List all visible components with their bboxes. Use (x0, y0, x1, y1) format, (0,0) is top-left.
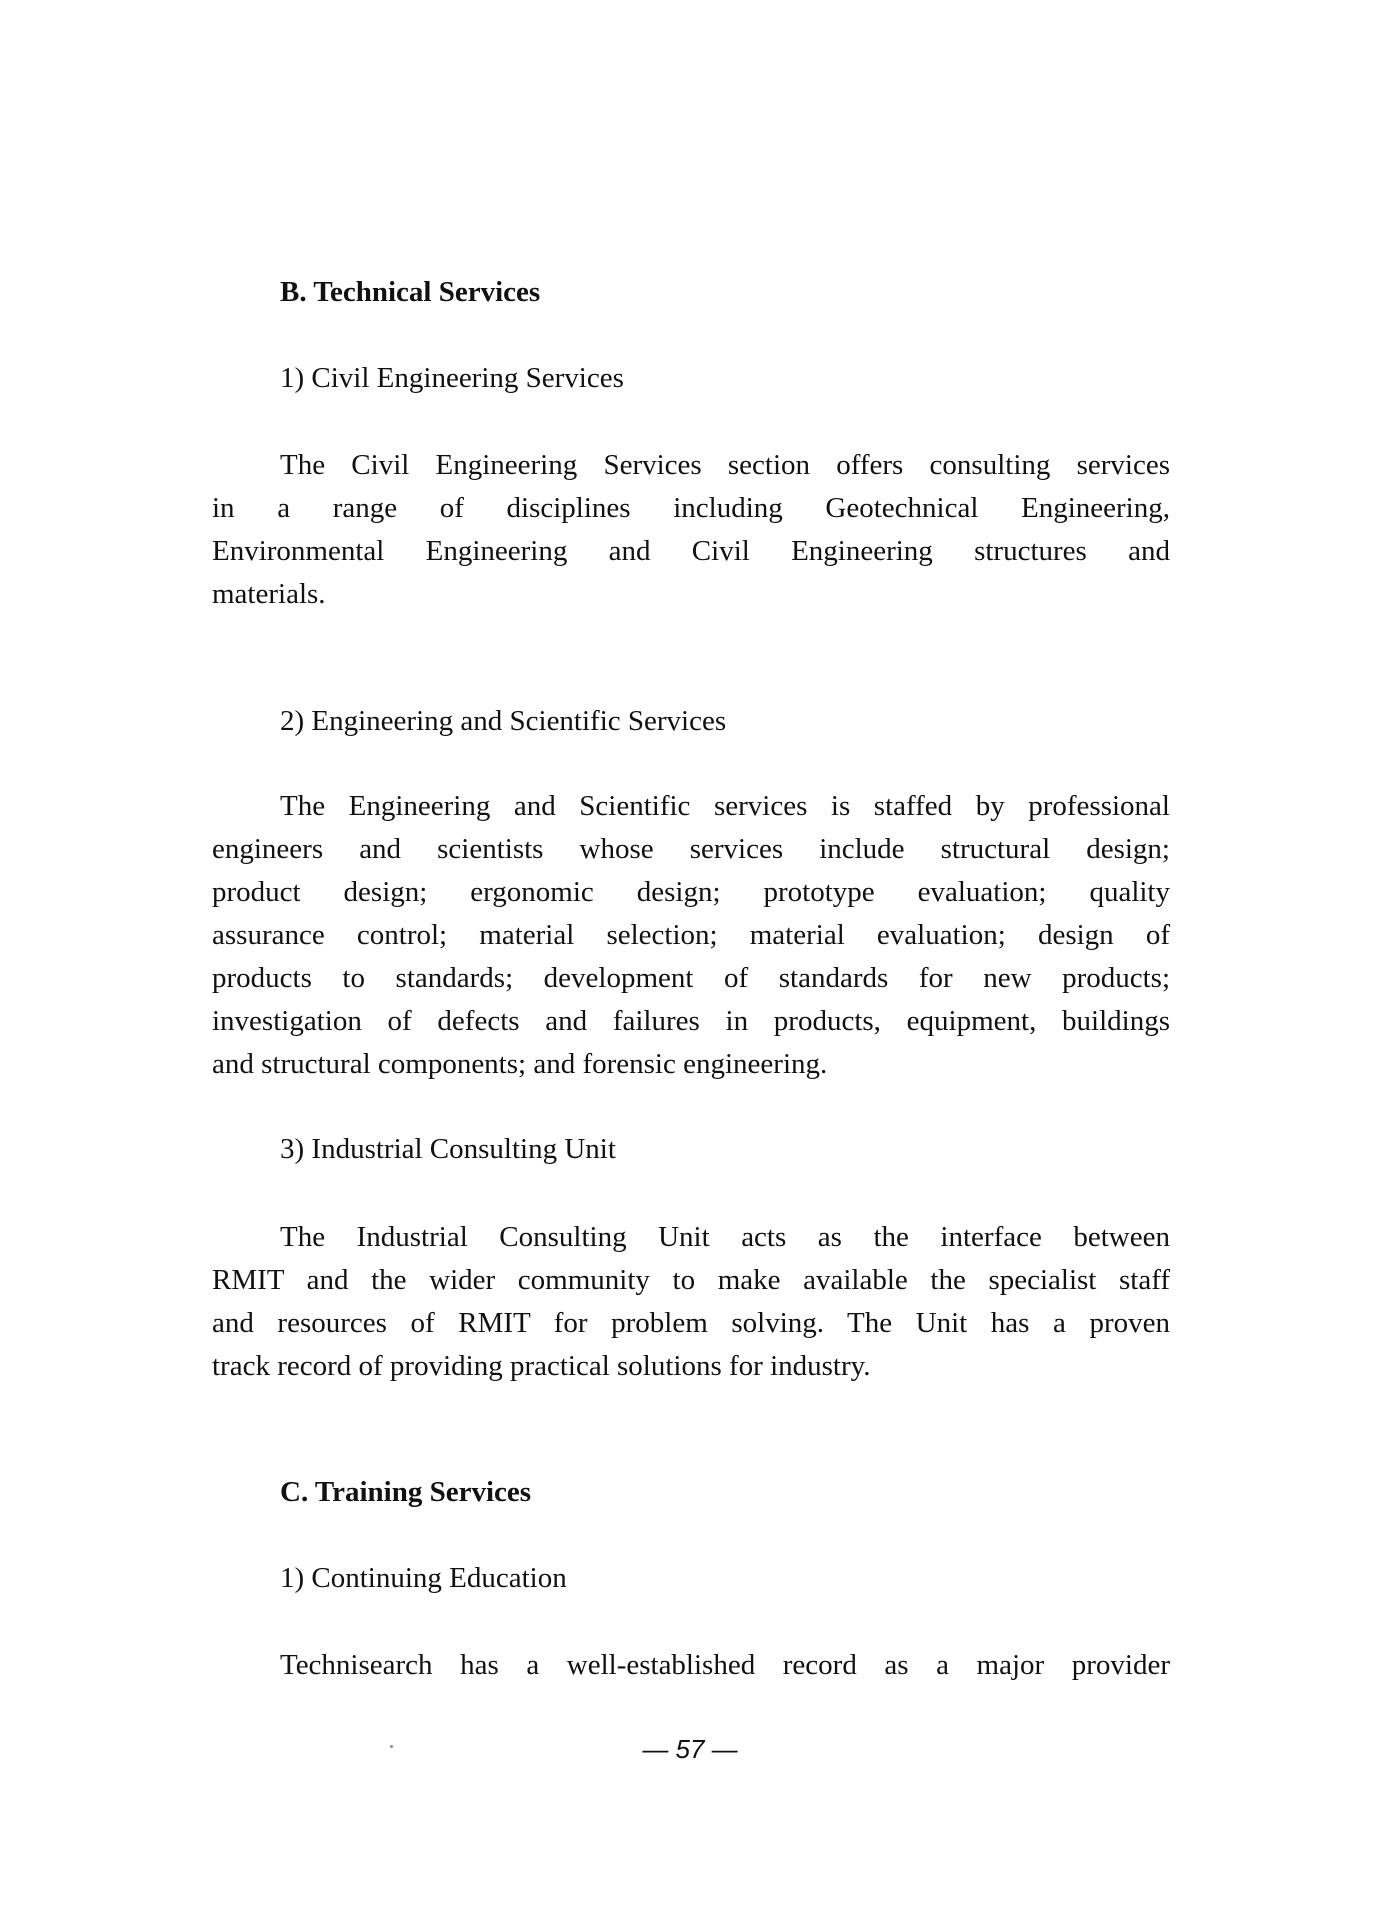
paragraph-line: materials. (212, 578, 326, 610)
paragraph-line: assurance control; material selection; material evaluation; design of (212, 919, 1170, 951)
paragraph-line: Technisearch has a well-established record as a major provider (280, 1649, 1170, 1681)
paragraph-industrial-consulting (212, 1216, 1170, 1388)
paragraph-line: in a range of disciplines including Geotechnical Engineering, (212, 492, 1170, 524)
section-heading-training-services: C. Training Services (280, 1476, 532, 1508)
subsection-title-continuing-education: 1) Continuing Education (280, 1562, 567, 1594)
paragraph-engineering-scientific (212, 785, 1170, 1086)
paragraph-line: The Engineering and Scientific services is staffed by professional (280, 790, 1170, 822)
paragraph-line: engineers and scientists whose services include structural design; (212, 833, 1170, 865)
paragraph-line: RMIT and the wider community to make available the specialist staff (212, 1264, 1170, 1296)
subsection-title-engineering-scientific: 2) Engineering and Scientific Services (280, 705, 727, 737)
paragraph-line: product design; ergonomic design; prototype evaluation; quality (212, 876, 1170, 908)
paragraph-line: and structural components; and forensic engineering. (212, 1048, 828, 1080)
scan-speck (390, 1745, 393, 1748)
paragraph-line: investigation of defects and failures in products, equipment, buildings (212, 1005, 1170, 1037)
paragraph-continuing-education (212, 1644, 1170, 1687)
paragraph-line: products to standards; development of standards for new products; (212, 962, 1170, 994)
page-number: — 57 — (642, 1734, 738, 1764)
paragraph-line: The Civil Engineering Services section offers consulting services (280, 449, 1170, 481)
section-heading-technical-services: B. Technical Services (280, 276, 541, 308)
subsection-title-civil-engineering: 1) Civil Engineering Services (280, 362, 624, 394)
paragraph-line: track record of providing practical solutions for industry. (212, 1350, 871, 1382)
paragraph-line: Environmental Engineering and Civil Engineering structures and (212, 535, 1170, 567)
subsection-title-industrial-consulting: 3) Industrial Consulting Unit (280, 1133, 616, 1165)
paragraph-civil-engineering (212, 444, 1170, 616)
paragraph-line: The Industrial Consulting Unit acts as the interface between (280, 1221, 1170, 1253)
paragraph-line: and resources of RMIT for problem solving. The Unit has a proven (212, 1307, 1170, 1339)
